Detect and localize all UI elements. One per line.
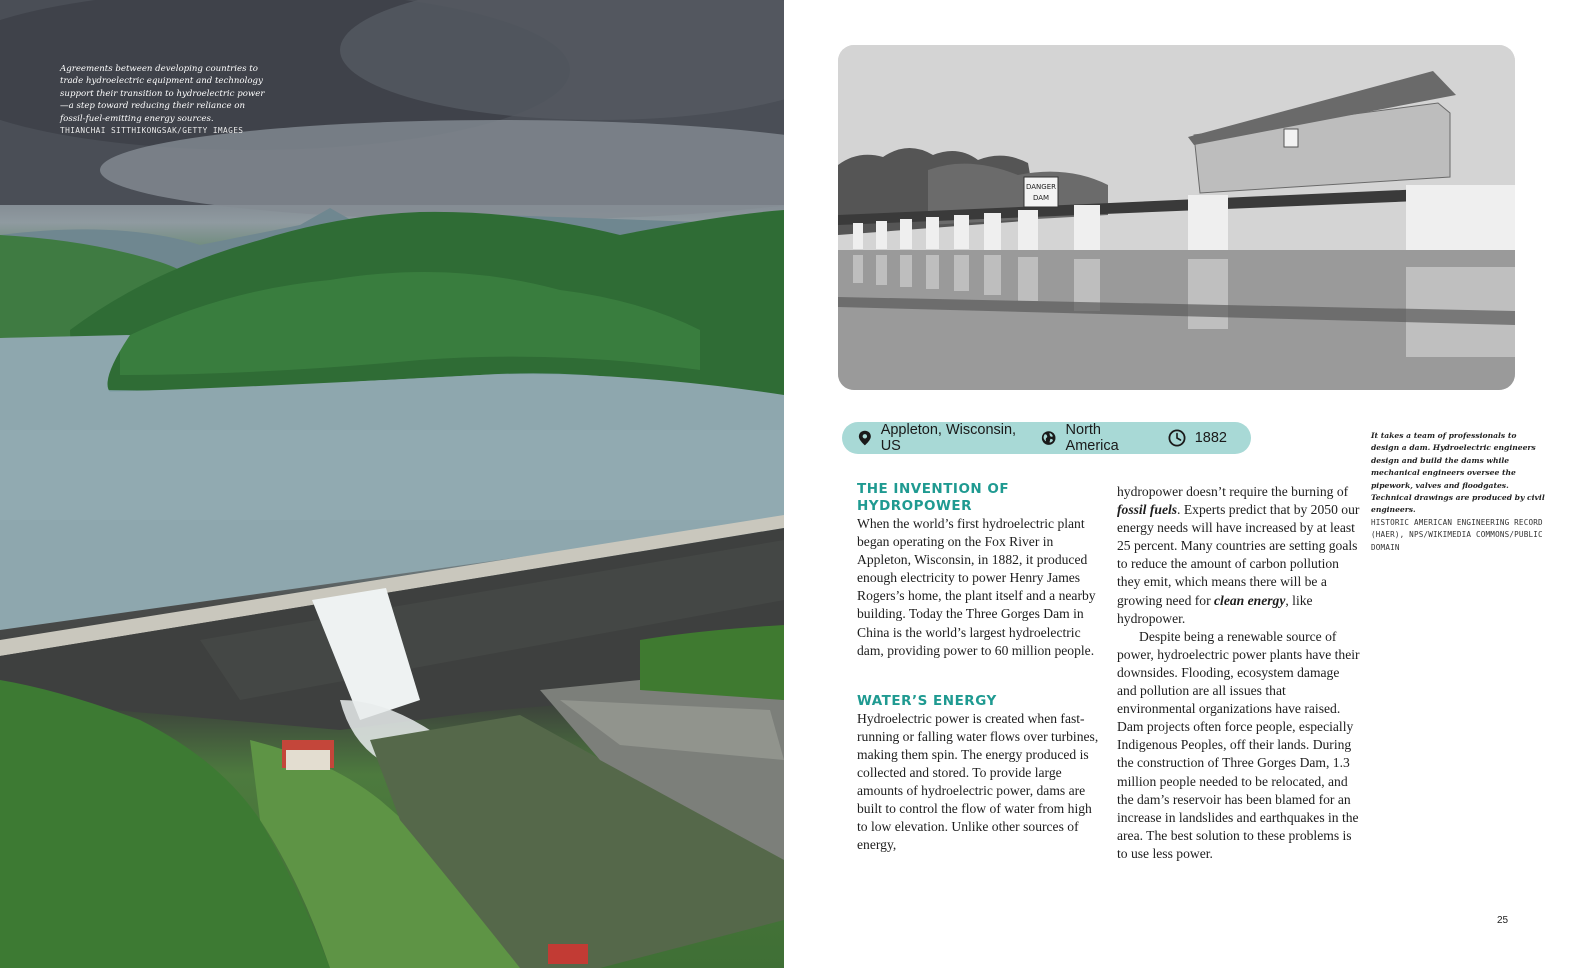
continent-text: North America	[1065, 422, 1119, 454]
glossary-term-fossil-fuels: fossil fuels	[1117, 502, 1178, 518]
sign-text-danger: DANGER	[1025, 183, 1057, 191]
year-item	[1168, 429, 1227, 447]
column2-p1-part-a: hydropower doesn’t require the burning of	[1117, 484, 1349, 499]
location-pin-icon	[858, 429, 872, 447]
section-body-waters-energy: Hydroelectric power is created when fast-running or falling water flows over turbines, making them spin. The energy produced is collected and stored. To provide large amounts of hydroelectric power, dams are built to control the flow of water from high to low elevation. Unlike other sources of energy,	[857, 710, 1099, 853]
appleton-dam-photo	[838, 45, 1515, 390]
sign-text-dam: DAM	[1032, 194, 1050, 202]
globe-icon	[1041, 429, 1056, 447]
right-photo-credit: HISTORIC AMERICAN ENGINEERING RECORD (HAER), NPS/WIKIMEDIA COMMONS/PUBLIC DOMAIN	[1371, 518, 1543, 552]
left-photo-caption: Agreements between developing countries to trade hydroelectric equipment and technology support their transition to hydroelectric power—a step toward reducing their reliance on fossil-fuel-emitting energy sources.	[60, 64, 265, 124]
glossary-term-clean-energy: clean energy	[1214, 592, 1286, 608]
continent-item	[1041, 422, 1144, 454]
location-info-bar	[842, 422, 1251, 454]
right-photo-caption: It takes a team of professionals to design a dam. Hydroelectric engineers design and build the dams while mechanical engineers oversee the pipework, valves and floodgates. Technical drawings are produced by civil engineers.	[1371, 431, 1545, 515]
section-heading-waters-energy: WATER’S ENERGY	[857, 692, 997, 709]
section-heading-invention: THE INVENTION OF HYDROPOWER	[857, 481, 1010, 514]
section-body-invention: When the world’s first hydroelectric plant began operating on the Fox River in Appleton, Wisconsin, in 1882, it produced enough electricity to power Henry James Rogers’s home, the plant itself and a nearby building. Today the Three Gorges Dam in China is the world’s largest hydroelectric dam, providing power to 60 million people.	[857, 516, 1096, 658]
page-number: 25	[1497, 915, 1509, 926]
dam-aerial-illustration	[0, 0, 784, 968]
appleton-dam-illustration	[838, 45, 1515, 390]
column2-p1-part-b: . Experts predict that by 2050 our energy needs will have increased by at least 25 percent. Many countries are setting goals to reduce the amount of carbon pollution they emit, which means there will be a growing need for	[1117, 502, 1360, 608]
article-column-1	[857, 481, 1102, 855]
column2-paragraph-2: Despite being a renewable source of power, hydroelectric power plants have their downsides. Flooding, ecosystem damage and pollution are all issues that environmental organizations have raised. Dam projects often force people, especially Indigenous Peoples, off their lands. During the construction of Three Gorges Dam, 1.3 million people needed to be relocated, and the dam’s reservoir has been blamed for an increase in landslides and earthquakes in the area. The best solution to these problems is to use less power.	[1117, 628, 1360, 861]
year-text: 1882	[1194, 430, 1227, 446]
left-photo-credit: THIANCHAI SITTHIKONGSAK/GETTY IMAGES	[60, 126, 244, 135]
column2-paragraph-1	[1117, 483, 1362, 628]
location-item	[858, 422, 1017, 454]
location-text: Appleton, Wisconsin, US	[880, 422, 1017, 454]
clock-icon	[1168, 429, 1186, 447]
dam-aerial-photo	[0, 0, 784, 968]
column2-p1-part-c: , like hydropower.	[1117, 592, 1313, 626]
article-column-2	[1117, 483, 1362, 863]
